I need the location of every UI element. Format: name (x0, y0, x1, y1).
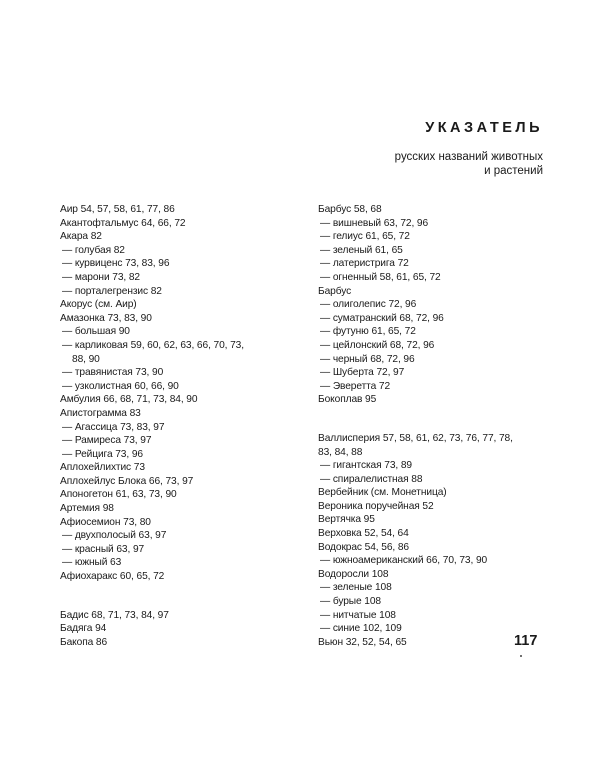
index-entry: Акорус (см. Аир) (60, 299, 137, 311)
index-subentry: — порталегрензис 82 (62, 285, 162, 297)
index-entry: Барбус 58, 68 (318, 204, 382, 215)
index-subentry: — спиралелистная 88 (320, 473, 423, 485)
index-entry: Апоногетон 61, 63, 73, 90 (60, 489, 177, 501)
index-entry: Амбулия 66, 68, 71, 73, 84, 90 (60, 394, 198, 406)
index-subentry: — курвиценс 73, 83, 96 (62, 258, 170, 270)
index-entry: Бадяга 94 (60, 623, 107, 635)
index-entry: Акара 82 (60, 231, 102, 243)
index-subentry: — огненный 58, 61, 65, 72 (320, 271, 441, 283)
index-subentry: — красный 63, 97 (62, 543, 145, 555)
index-subentry: — синие 102, 109 (320, 623, 402, 635)
index-subentry: — Рамиреса 73, 97 (62, 435, 152, 447)
index-entry: Вероника поручейная 52 (318, 500, 434, 512)
index-subentry: — марони 73, 82 (62, 271, 140, 283)
index-subentry: — цейлонский 68, 72, 96 (320, 339, 435, 351)
index-subentry: — суматранский 68, 72, 96 (320, 312, 444, 324)
index-entry-continuation: 88, 90 (72, 353, 100, 365)
index-entry: Вертячка 95 (318, 514, 375, 526)
index-entry: Амазонка 73, 83, 90 (60, 312, 152, 324)
index-entry: Верховка 52, 54, 64 (318, 528, 409, 540)
index-subtitle-line-1: русских названий животных (394, 151, 543, 163)
index-heading (395, 120, 543, 178)
index-subentry: — олиголепис 72, 96 (320, 299, 417, 311)
index-entry: Апистограмма 83 (60, 407, 141, 419)
index-subentry: — зеленые 108 (320, 582, 392, 594)
index-subentry: — латеристрига 72 (320, 258, 409, 270)
index-subentry: — узколистная 60, 66, 90 (62, 380, 179, 392)
index-entry: Афиосемион 73, 80 (60, 516, 151, 528)
index-section-gap (60, 584, 310, 609)
index-section-gap (318, 407, 568, 432)
index-left-column (60, 203, 310, 649)
index-entry: Афиохаракс 60, 65, 72 (60, 571, 165, 583)
index-entry: Бакопа 86 (60, 636, 108, 648)
index-entry: Аир 54, 57, 58, 61, 77, 86 (60, 204, 175, 215)
index-entry: Вербейник (см. Монетница) (318, 487, 447, 499)
index-entry: Бокоплав 95 (318, 394, 377, 406)
index-subentry: — Рейцига 73, 96 (62, 448, 143, 460)
index-subentry: — футуню 61, 65, 72 (320, 326, 416, 338)
page-number: 117 (514, 633, 538, 649)
index-subentry: — зеленый 61, 65 (320, 244, 403, 256)
index-entry: Аплохейлихтис 73 (60, 462, 145, 474)
index-subentry: — южноамериканский 66, 70, 73, 90 (320, 555, 488, 567)
index-subentry: — черный 68, 72, 96 (320, 353, 415, 365)
index-subentry: — гелиус 61, 65, 72 (320, 231, 410, 243)
index-entry: 83, 84, 88 (318, 446, 363, 458)
index-subentry: — карликовая 59, 60, 62, 63, 66, 70, 73, (62, 339, 244, 351)
index-subentry: — травянистая 73, 90 (62, 367, 164, 379)
index-right-column (318, 203, 568, 649)
index-subentry: — Эверетта 72 (320, 380, 391, 392)
index-subentry: — двухполосый 63, 97 (62, 530, 167, 542)
index-entry: Вьюн 32, 52, 54, 65 (318, 636, 407, 648)
index-entry: Барбус (318, 285, 352, 297)
index-subentry: — бурые 108 (320, 596, 381, 608)
index-title: УКАЗАТЕЛЬ (425, 120, 543, 136)
index-subentry: — большая 90 (62, 326, 130, 338)
index-entry: Акантофтальмус 64, 66, 72 (60, 217, 186, 229)
index-entry: Водокрас 54, 56, 86 (318, 541, 409, 553)
index-subentry: — южный 63 (62, 557, 122, 569)
index-subentry: — голубая 82 (62, 244, 125, 256)
index-subentry: — Шуберта 72, 97 (320, 367, 405, 379)
print-speck (520, 655, 522, 657)
index-subentry: — нитчатые 108 (320, 609, 396, 621)
index-entry: Водоросли 108 (318, 568, 389, 580)
index-subentry: — вишневый 63, 72, 96 (320, 217, 429, 229)
index-entry: Валлисперия 57, 58, 61, 62, 73, 76, 77, 78, (318, 432, 513, 444)
index-entry: Аплохейлус Блока 66, 73, 97 (60, 475, 194, 487)
index-subentry: — гигантская 73, 89 (320, 460, 412, 472)
index-entry: Артемия 98 (60, 503, 114, 515)
index-entry: Бадис 68, 71, 73, 84, 97 (60, 609, 169, 621)
index-subtitle-line-2: и растений (484, 165, 543, 177)
index-subentry: — Агассица 73, 83, 97 (62, 421, 165, 433)
